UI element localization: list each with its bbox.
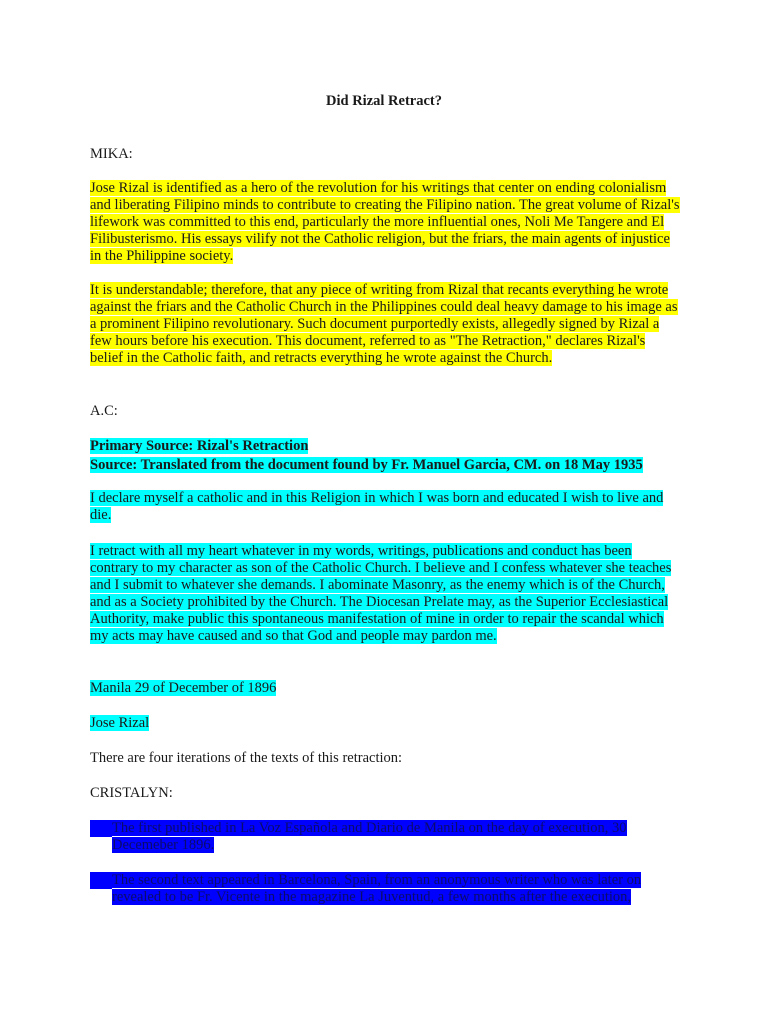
document-title: Did Rizal Retract? <box>326 93 442 109</box>
list-bullet-icon <box>90 872 112 889</box>
list-bullet-icon <box>90 820 112 837</box>
list-item <box>90 820 680 854</box>
retraction-paragraph-2-text: I retract with all my heart whatever in my words, writings, publications and conduct has been contrary to my character as son of the Catholic Church. I believe and I confess whatever she teaches and I submit to whatever she demands. I abominate Masonry, as the enemy which is of the Church, and as a Society prohibited by the Church. The Diocesan Prelate may, as the Superior Ecclesiastical Authority, make public this spontaneous manifestation of mine in order to repair the scandal which my acts may have caused and so that God and people may pardon me. <box>90 543 672 644</box>
source-heading: Source: Translated from the document found by Fr. Manuel Garcia, CM. on 18 May 1935 <box>90 457 643 473</box>
iterations-intro: There are four iterations of the texts of this retraction: <box>90 750 403 766</box>
source-headings <box>90 438 680 474</box>
mika-paragraph-1 <box>90 180 680 265</box>
iteration-1-text: The first published in La Voz Española and Diario de Manila on the day of execution, 30 Decemeber 1896. <box>112 820 627 853</box>
mika-paragraph-1-text: Jose Rizal is identified as a hero of the revolution for his writings that center on ending colonialism and liberating Filipino minds to contribute to creating the Filipino nation. The great volume of Rizal's lifework was committed to this end, particularly the more influential ones, Noli Me Tangere and El Filibusterismo. His essays vilify not the Catholic religion, but the friars, the main agents of injustice in the Philippine society. <box>90 180 680 264</box>
dateline-text: Manila 29 of December of 1896 <box>90 680 277 696</box>
iterations-list <box>90 820 680 906</box>
retraction-paragraph-1-text: I declare myself a catholic and in this Religion in which I was born and educated I wish to live and die. <box>90 490 664 523</box>
signature-text: Jose Rizal <box>90 715 150 731</box>
retraction-paragraph-1 <box>90 490 680 524</box>
primary-source-heading: Primary Source: Rizal's Retraction <box>90 438 309 454</box>
speaker-mika-label: MIKA: <box>90 146 133 162</box>
mika-paragraph-2 <box>90 282 680 367</box>
speaker-ac-label: A.C: <box>90 403 118 419</box>
mika-paragraph-2-text: It is understandable; therefore, that any piece of writing from Rizal that recants everything he wrote against the friars and the Catholic Church in the Philippines could deal heavy damage to his image as a prominent Filipino revolutionary. Such document purportedly exists, allegedly signed by Rizal a few hours before his execution. This document, referred to as "The Retraction," declares Rizal's belief in the Catholic faith, and retracts everything he wrote against the Church. <box>90 282 678 366</box>
retraction-paragraph-2 <box>90 543 680 645</box>
list-item <box>90 872 680 906</box>
dateline <box>90 680 680 697</box>
speaker-cristalyn-label: CRISTALYN: <box>90 785 173 801</box>
iteration-2-text: The second text appeared in Barcelona, Spain, from an anonymous writer who was later on revealed to be Fr. Vicente in the magazine La Juventud, a few months after the execution, <box>112 872 642 905</box>
signature <box>90 715 680 732</box>
